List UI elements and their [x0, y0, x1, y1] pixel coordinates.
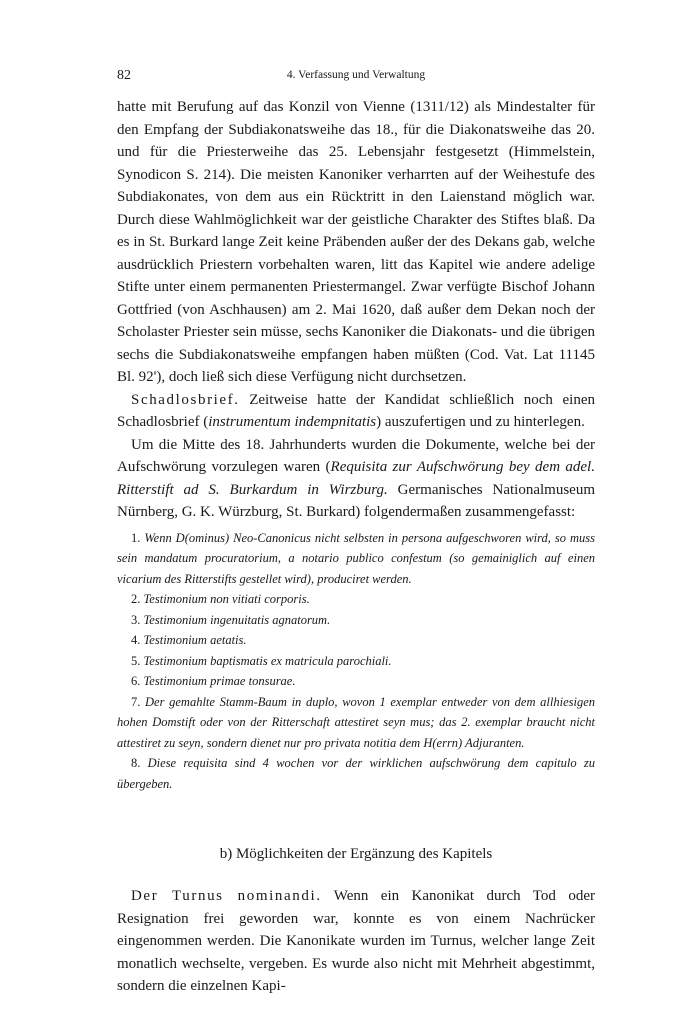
running-head: 4. Verfassung und Verwaltung [286, 69, 426, 81]
list-item: 7. Der gemahlte Stamm-Baum in duplo, wovon 1 exemplar entweder von dem allhiesigen hohen Domstift oder von der Ritterschaft attestiret seyn mus; das 2. exemplar braucht nicht attestiret zu seyn, sondern dienet nur pro privata notitia dem H(errn) Adjuranten. [117, 694, 596, 750]
section-title: b) Möglichkeiten der Ergänzung des Kapitels [219, 846, 493, 862]
page-number: 82 [117, 68, 131, 83]
list-item: 6. Testimonium primae tonsurae. [131, 674, 296, 688]
term-schadlosbrief: Schadlosbrief. [131, 391, 240, 408]
paragraph-schadlosbrief: Schadlosbrief. Zeitweise hatte der Kandidat schließlich noch einen Schadlosbrief (instrumentum indempnitatis) auszufertigen und zu hinterlegen. [117, 391, 595, 430]
paragraph-documents: Um die Mitte des 18. Jahrhunderts wurden die Dokumente, welche bei der Aufschwörung vorzulegen waren (Requisita zur Aufschwörung bey dem adel. Ritterstift ad S. Burkardum in Wirzburg. Germanisches Nationalmuseum Nürnberg, G. K. Würzburg, St. Burkard) folgendermaßen zusammengefasst: [117, 436, 596, 520]
list-item: 8. Diese requisita sind 4 wochen vor der wirklichen aufschwörung dem capitulo zu übergeben. [117, 756, 595, 791]
page-body [117, 96, 595, 998]
page-header [117, 68, 595, 86]
requisita-list [117, 528, 595, 795]
list-item: 1. Wenn D(ominus) Neo-Canonicus nicht selbsten in persona aufgeschworen wird, so muss sein mandatum procuratorium, a notario publico confestum (so gemainiglich auf einen vicarium des Ritterstifts gestellet wird), produciret werden. [117, 530, 596, 586]
paragraph-turnus: Der Turnus nominandi. Wenn ein Kanonikat durch Tod oder Resignation frei geworden war, konnte es von einem Nachrücker eingenommen werden. Die Kanonikate wurden im Turnus, welcher lange Zeit monatlich wechselte, vergeben. Es wurde also nicht mit Mehrheit abgestimmt, sondern die einzelnen Kapi- [117, 888, 595, 994]
latin-term: instrumentum indempnitatis [208, 414, 377, 430]
list-item: 3. Testimonium ingenuitatis agnatorum. [131, 612, 331, 627]
source-citation: Requisita zur Aufschwörung bey dem adel. Ritterstift ad S. Burkardum in Wirzburg. [117, 459, 595, 498]
list-item: 5. Testimonium baptismatis ex matricula parochiali. [131, 653, 392, 668]
term-turnus: Der Turnus nominandi. [131, 888, 322, 904]
paragraph-ordination-ages: hatte mit Berufung auf das Konzil von Vienne (1311/12) als Mindestalter für den Empfang der Subdiakonatsweihe das 18., für die Diakonatsweihe das 20. und für die Priesterweihe das 25. Lebensjahr festgesetzt (Himmelstein, Synodicon S. 214). Die meisten Kanoniker verharrten auf der Weihestufe des Subdiakonates, von dem aus ein Rücktritt in den Laienstand möglich war. Durch diese Wahlmöglichkeit war der geistliche Charakter des Stiftes blaß. Da es in St. Burkard lange Zeit keine Präbenden außer der des Dekans gab, welche ausdrücklich Priestern vorbehalten waren, litt das Kapitel wie andere adelige Stifte unter einem permanenten Priestermangel. Zwar verfügte Bischof Johann Gottfried (von Aschhausen) am 2. Mai 1620, daß außer dem Dekan noch der Scholaster Priester sein müsse, sechs Kanoniker die Diakonats- und die übrigen sechs die Subdiakonatsweihe empfangen haben müßten (Cod. Vat. Lat 11145 Bl. 92'), doch ließ sich diese Verfügung nicht durchsetzen. [117, 99, 595, 385]
list-item: 2. Testimonium non vitiati corporis. [131, 592, 310, 606]
list-item: 4. Testimonium aetatis. [131, 633, 247, 647]
